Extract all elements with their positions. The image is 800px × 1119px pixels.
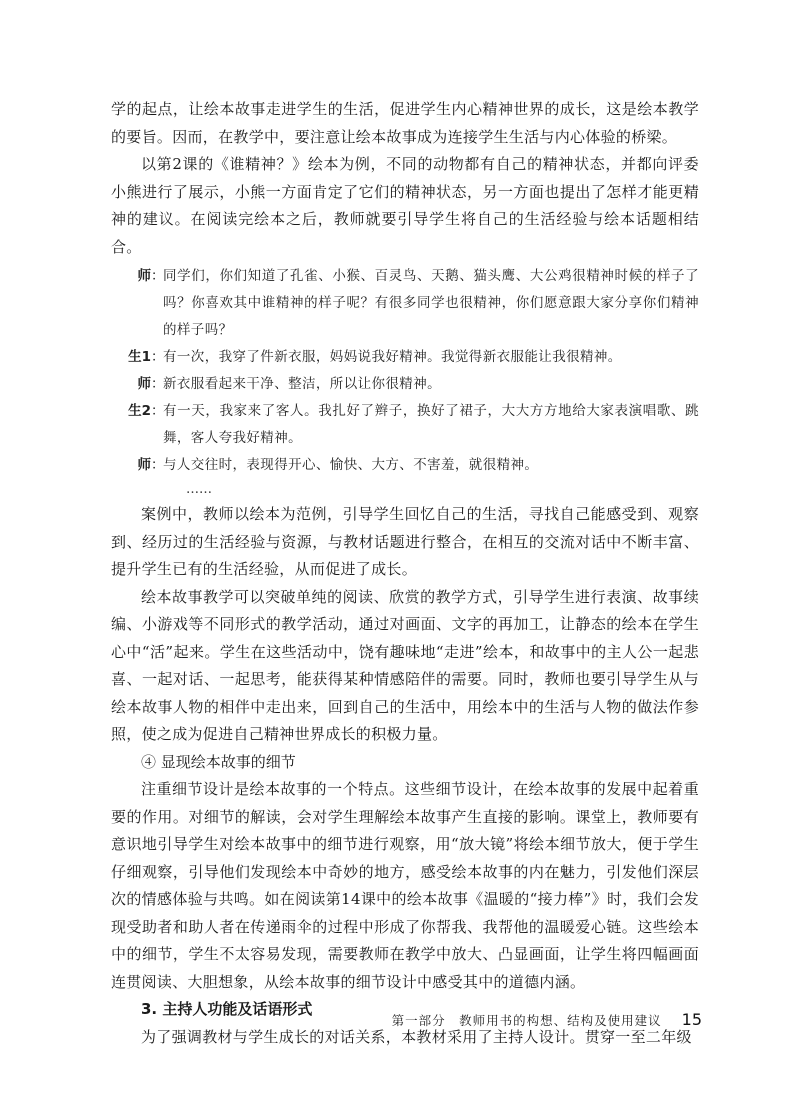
dialogue-text: 有一天，我家来了客人。我扎好了辫子，换好了裙子，大大方方地给大家表演唱歌、跳舞，客人夸我好精神。	[163, 403, 699, 446]
dialogue-line	[111, 344, 699, 371]
dialogue-speaker: 师	[137, 268, 151, 284]
dialogue-line	[111, 263, 699, 344]
dialogue-text: 新衣服看起来干净、整洁，所以让你很精神。	[163, 376, 441, 392]
paragraph-2: 以第2课的《谁精神？》绘本为例，不同的动物都有自己的精神状态，并都向评委小熊进行了展示，小熊一方面肯定了它们的精神状态，另一方面也提出了怎样才能更精神的建议。在阅读完绘本之后，教师就要引导学生将自己的生活经验与绘本话题相结合。	[111, 155, 699, 256]
dialogue-block	[111, 263, 699, 501]
paragraph-6: 为了强调教材与学生成长的对话关系，本教材采用了主持人设计。贯穿一至二年级	[141, 1027, 692, 1046]
dialogue-speaker: 师	[137, 457, 151, 473]
dialogue-speaker: 生2	[128, 403, 151, 419]
dialogue-line	[111, 452, 699, 479]
dialogue-ellipsis: ……	[186, 482, 212, 497]
sub-heading: ④ 显现绘本故事的细节	[141, 752, 296, 771]
dialogue-colon: ：	[151, 457, 165, 473]
section-heading: 3. 主持人功能及话语形式	[141, 1000, 313, 1018]
paragraph-3: 案例中，教师以绘本为范例，引导学生回忆自己的生活，寻找自己能感受到、观察到、经历过的生活经验与资源，与教材话题进行整合，在相互的交流对话中不断丰富、提升学生已有的生活经验，从而促进了成长。	[111, 505, 699, 578]
dialogue-colon: ：	[151, 376, 165, 392]
dialogue-text: 与人交往时，表现得开心、愉快、大方、不害羞，就很精神。	[163, 457, 539, 473]
dialogue-speaker: 师	[137, 376, 151, 392]
paragraph-5: 注重细节设计是绘本故事的一个特点。这些细节设计，在绘本故事的发展中起着重要的作用。对细节的解读，会对学生理解绘本故事产生直接的影响。课堂上，教师要有意识地引导学生对绘本故事中的细节进行观察，用“放大镜”将绘本细节放大，便于学生仔细观察，引导他们发现绘本中奇妙的地方，感受绘本故事的内在魅力，引发他们深层次的情感体验与共鸣。如在阅读第14课中的绘本故事《温暖的“接力棒”》时，我们会发现受助者和助人者在传递雨伞的过程中形成了你帮我、我帮他的温暖爱心链。这些绘本中的细节，学生不太容易发现，需要教师在教学中放大、凸显画面，让学生将四幅画面连贯阅读、大胆想象，从绘本故事的细节设计中感受其中的道德内涵。	[111, 780, 699, 991]
dialogue-colon: ：	[151, 349, 165, 365]
dialogue-line	[111, 371, 699, 398]
paragraph-4: 绘本故事教学可以突破单纯的阅读、欣赏的教学方式，引导学生进行表演、故事续编、小游戏等不同形式的教学活动，通过对画面、文字的再加工，让静态的绘本在学生心中“活”起来。学生在这些活动中，饶有趣味地“走进”绘本，和故事中的主人公一起悲喜、一起对话、一起思考，能获得某种情感陪伴的需要。同时，教师也要引导学生从与绘本故事人物的相伴中走出来，回到自己的生活中，用绘本中的生活与人物的做法作参照，使之成为促进自己精神世界成长的积极力量。	[111, 587, 699, 743]
dialogue-text: 有一次，我穿了件新衣服，妈妈说我好精神。我觉得新衣服能让我很精神。	[163, 349, 622, 365]
dialogue-text: 同学们，你们知道了孔雀、小猴、百灵鸟、天鹅、猫头鹰、大公鸡很精神时候的样子了吗？你喜欢其中谁精神的样子呢？有很多同学也很精神，你们愿意跟大家分享你们精神的样子吗？	[163, 268, 699, 338]
dialogue-speaker: 生1	[128, 349, 151, 365]
footer-part-title: 第一部分 教师用书的构想、结构及使用建议	[391, 1013, 662, 1028]
page-body	[111, 96, 699, 1051]
dialogue-colon: ：	[151, 403, 165, 419]
paragraph-1: 学的起点，让绘本故事走进学生的生活，促进学生内心精神世界的成长，这是绘本教学的要旨。因而，在教学中，要注意让绘本故事成为连接学生生活与内心体验的桥梁。	[111, 100, 699, 146]
dialogue-line	[111, 398, 699, 452]
page-number: 15	[681, 1010, 702, 1029]
dialogue-colon: ：	[151, 268, 165, 284]
page-footer	[392, 1010, 702, 1029]
